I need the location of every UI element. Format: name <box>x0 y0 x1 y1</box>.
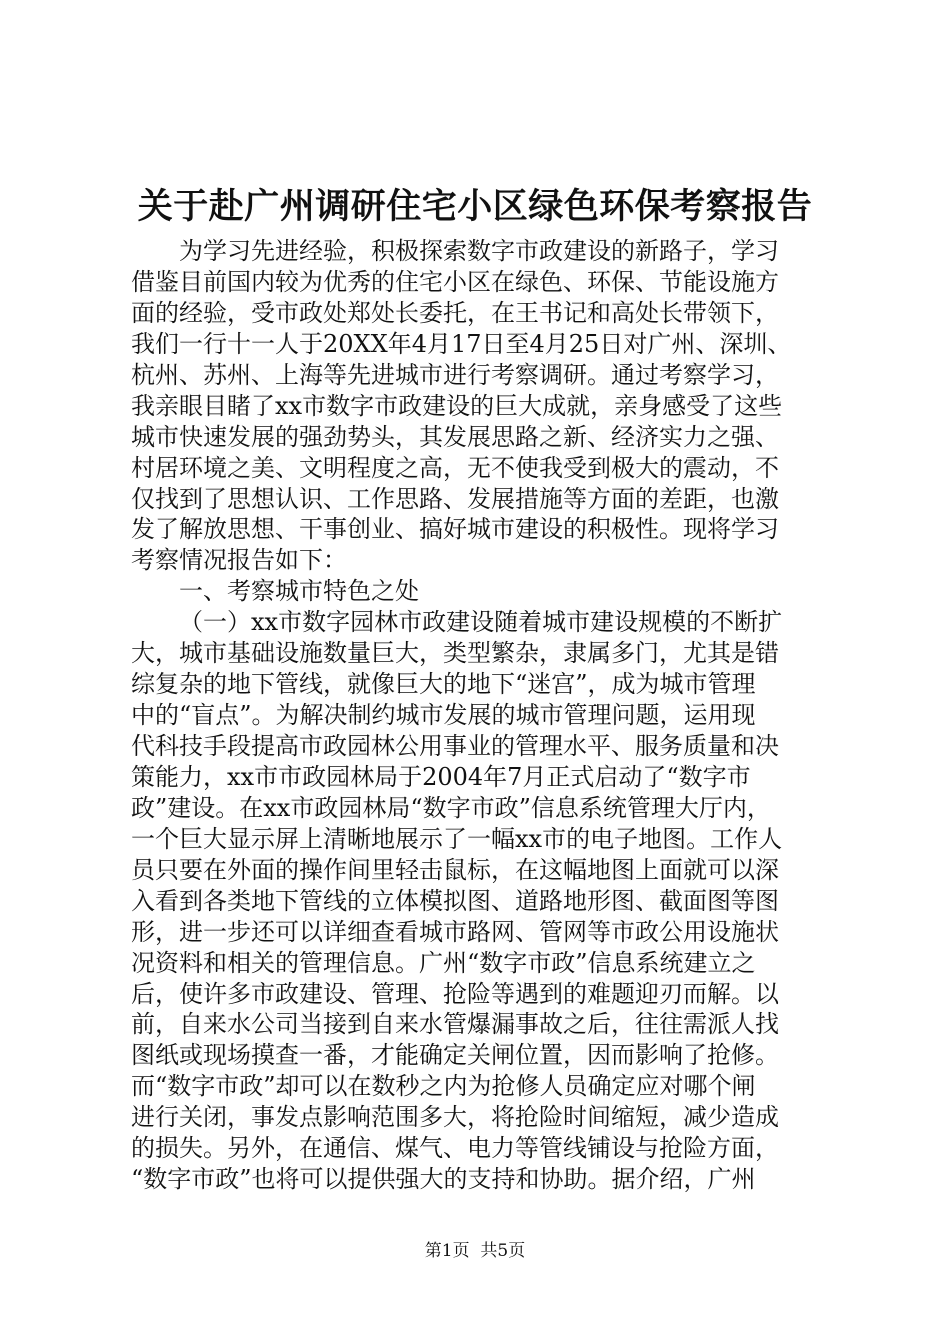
text-line: （一）xx市数字园林市政建设随着城市建设规模的不断扩 <box>179 608 783 637</box>
text-line: 村居环境之美、文明程度之高，无不使我受到极大的震动，不 <box>131 453 779 482</box>
text-line: 我亲眼目睹了xx市数字市政建设的巨大成就，亲身感受了这些 <box>131 391 783 420</box>
text-line: 政”建设。在xx市政园林局“数字市政”信息系统管理大厅内， <box>131 793 771 822</box>
text-line: 图纸或现场摸查一番，才能确定关闸位置，因而影响了抢修。 <box>131 1041 779 1070</box>
page-footer: 第1页 共5页 <box>424 1241 526 1261</box>
text-line: 策能力，xx市市政园林局于2004年7月正式启动了“数字市 <box>131 762 751 791</box>
text-line: 入看到各类地下管线的立体模拟图、道路地形图、截面图等图 <box>131 886 779 915</box>
text-line: 考察情况报告如下： <box>131 546 347 575</box>
text-line: 进行关闭，事发点影响范围多大，将抢险时间缩短，减少造成 <box>131 1103 779 1132</box>
text-line: 而“数字市政”却可以在数秒之内为抢修人员确定应对哪个闸 <box>131 1072 756 1101</box>
text-line: 员只要在外面的操作间里轻击鼠标，在这幅地图上面就可以深 <box>131 855 779 884</box>
text-line: 为学习先进经验，积极探索数字市政建设的新路子，学习 <box>179 237 779 265</box>
text-line: 发了解放思想、干事创业、搞好城市建设的积极性。现将学习 <box>131 515 779 544</box>
section-heading: 一、考察城市特色之处 <box>179 577 419 606</box>
text-line: 借鉴目前国内较为优秀的住宅小区在绿色、环保、节能设施方 <box>131 267 779 296</box>
text-line: 面的经验，受市政处郑处长委托，在王书记和高处长带领下， <box>131 298 779 327</box>
text-line: 我们一行十一人于20XX年4月17日至4月25日对广州、深圳、 <box>131 329 792 358</box>
text-line: 前，自来水公司当接到自来水管爆漏事故之后，往往需派人找 <box>131 1010 779 1039</box>
text-line: 一个巨大显示屏上清晰地展示了一幅xx市的电子地图。工作人 <box>131 824 783 853</box>
text-line: 形，进一步还可以详细查看城市路网、管网等市政公用设施状 <box>131 917 779 946</box>
document-title: 关于赴广州调研住宅小区绿色环保考察报告 <box>137 186 813 227</box>
text-line: “数字市政”也将可以提供强大的支持和协助。据介绍，广州 <box>131 1165 756 1194</box>
text-line: 仅找到了思想认识、工作思路、发展措施等方面的差距，也激 <box>131 484 779 513</box>
text-line: 后，使许多市政建设、管理、抢险等遇到的难题迎刃而解。以 <box>131 979 779 1008</box>
text-line: 代科技手段提高市政园林公用事业的管理水平、服务质量和决 <box>131 732 779 760</box>
text-line: 综复杂的地下管线，就像巨大的地下“迷宫”，成为城市管理 <box>131 670 756 699</box>
text-line: 城市快速发展的强劲势头，其发展思路之新、经济实力之强、 <box>131 422 779 451</box>
text-line: 大，城市基础设施数量巨大，类型繁杂，隶属多门，尤其是错 <box>131 639 779 668</box>
text-line: 的损失。另外，在通信、煤气、电力等管线铺设与抢险方面， <box>131 1134 779 1163</box>
text-line: 中的“盲点”。为解决制约城市发展的城市管理问题，运用现 <box>131 701 756 730</box>
text-line: 杭州、苏州、上海等先进城市进行考察调研。通过考察学习， <box>131 360 779 389</box>
document-body <box>131 236 851 1195</box>
text-line: 况资料和相关的管理信息。广州“数字市政”信息系统建立之 <box>131 948 756 977</box>
